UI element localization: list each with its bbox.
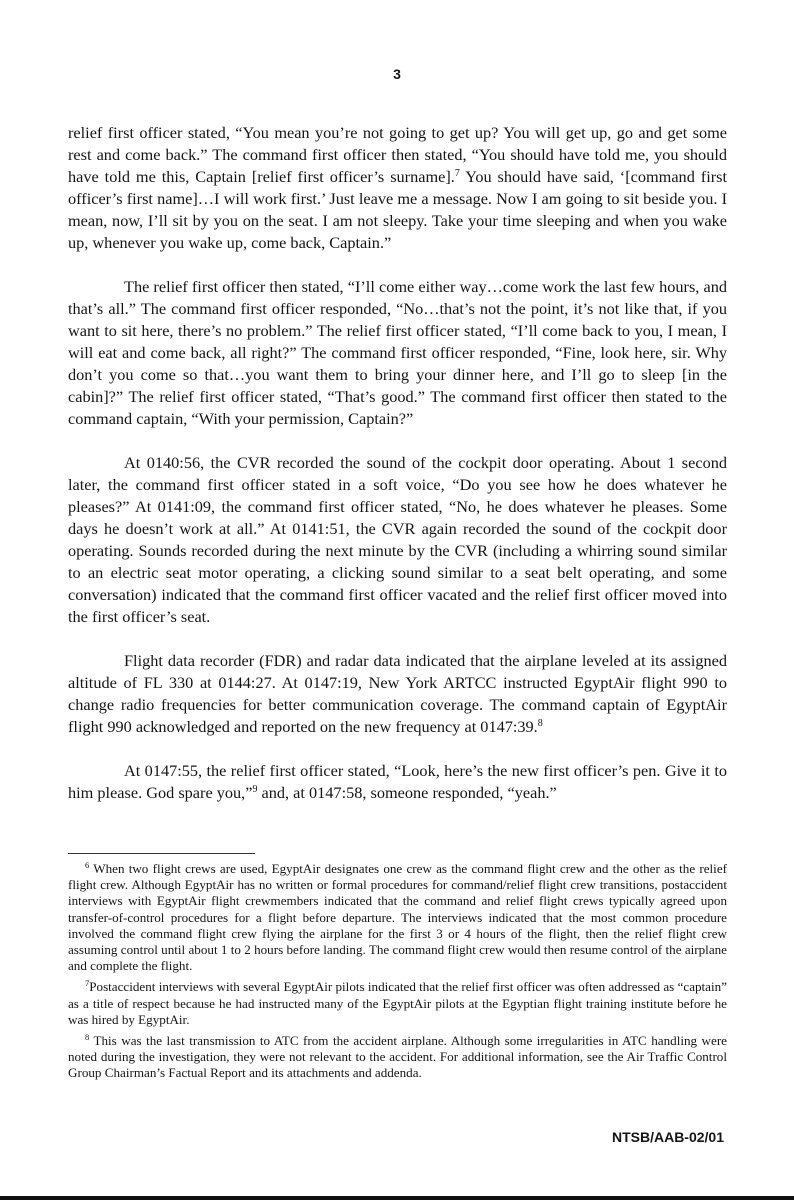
page-number: 3 <box>393 66 401 82</box>
footnote-number: 6 <box>85 860 90 870</box>
footnote-text: Postaccident interviews with several EgyptAir pilots indicated that the relief first officer was often addressed as “captain” as a title of respect because he had instructed many of the EgyptAir pilots at the Egyptian flight training institute before he was hired by EgyptAir. <box>68 979 727 1027</box>
footnote-text: This was the last transmission to ATC from the accident airplane. Although some irregularities in ATC handling were noted during the investigation, they were not relevant to the accident. For additional information, see the Air Traffic Control Group Chairman’s Factual Report and its attachments and addenda. <box>68 1033 727 1081</box>
paragraph-text: relief first officer stated, “You mean you’re not going to get up? You will get up, go and get some rest and come back.” The command first officer then stated, “You should have told me, you should have told me this, Captain [relief first officer’s surname]. <box>68 123 727 186</box>
paragraph <box>68 760 727 804</box>
footnote-number: 7 <box>85 978 90 989</box>
footnote-divider <box>68 853 255 854</box>
paragraph <box>68 452 727 628</box>
footnote-ref: 9 <box>252 784 258 795</box>
footnote-text: When two flight crews are used, EgyptAir designates one crew as the command flight crew and the other as the relief flight crew. Although EgyptAir has no written or formal procedures for command/relief flight crew transitions, postaccident interviews with EgyptAir flight crewmembers indicated that the command and relief flight crews typically agreed upon transfer-of-control procedures for a flight before departure. The interviews indicated that the most common procedure involved the command flight crew flying the airplane for the first 3 or 4 hours of the flight, then the relief flight crew assuming control until about 1 to 2 hours before landing. The command flight crew would then resume control of the airplane and complete the flight. <box>68 861 727 974</box>
paragraph-text: You should have said, ‘[command first officer’s first name]…I will work first.’ Just leave me a message. Now I am going to sit beside you. I mean, now, I’ll sit by you on the seat. I am not sleepy. Take your time sleeping and when you wake up, whenever you wake up, come back, Captain.” <box>68 167 727 252</box>
footnote <box>68 979 727 1028</box>
paragraph-text: and, at 0147:58, someone responded, “yeah.” <box>257 783 557 802</box>
report-id: NTSB/AAB-02/01 <box>611 1129 724 1145</box>
paragraph-text: The relief first officer then stated, “I’ll come either way…come work the last few hours, and that’s all.” The command first officer responded, “No…that’s not the point, it’s not like that, if you want to sit here, there’s no problem.” The relief first officer stated, “I’ll come back to you, I mean, I will eat and come back, all right?” The command first officer responded, “Fine, look here, sir. Why don’t you come so that…you want them to bring your dinner here, and I’ll go to sleep [in the cabin]?” The relief first officer stated, “That’s good.” The command first officer then stated to the command captain, “With your permission, Captain?” <box>68 277 727 428</box>
paragraph-text: At 0147:55, the relief first officer stated, “Look, here’s the new first officer’s pen. Give it to him please. God spare you,” <box>68 761 727 802</box>
paragraph <box>68 650 727 738</box>
footnotes <box>68 861 727 1087</box>
footnote-ref: 7 <box>454 168 460 179</box>
body-text <box>68 122 727 804</box>
footnote-number: 8 <box>85 1032 90 1043</box>
footnote-ref: 8 <box>537 718 543 729</box>
page-bottom-edge <box>0 1196 794 1200</box>
paragraph-text: Flight data recorder (FDR) and radar data indicated that the airplane leveled at its assigned altitude of FL 330 at 0144:27. At 0147:19, New York ARTCC instructed EgyptAir flight 990 to change radio frequencies for better communication coverage. The command captain of EgyptAir flight 990 acknowledged and reported on the new frequency at 0147:39. <box>68 651 727 736</box>
paragraph <box>68 276 727 430</box>
paragraph-continued <box>68 122 727 254</box>
footnote <box>68 1033 727 1082</box>
footnote <box>68 861 727 974</box>
paragraph-text: At 0140:56, the CVR recorded the sound of the cockpit door operating. About 1 second later, the command first officer stated in a soft voice, “Do you see how he does whatever he pleases?” At 0141:09, the command first officer stated, “No, he does whatever he pleases. Some days he doesn’t work at all.” At 0141:51, the CVR again recorded the sound of the cockpit door operating. Sounds recorded during the next minute by the CVR (including a whirring sound similar to an electric seat motor operating, a clicking sound similar to a seat belt operating, and some conversation) indicated that the command first officer vacated and the relief first officer moved into the first officer’s seat. <box>68 453 727 626</box>
